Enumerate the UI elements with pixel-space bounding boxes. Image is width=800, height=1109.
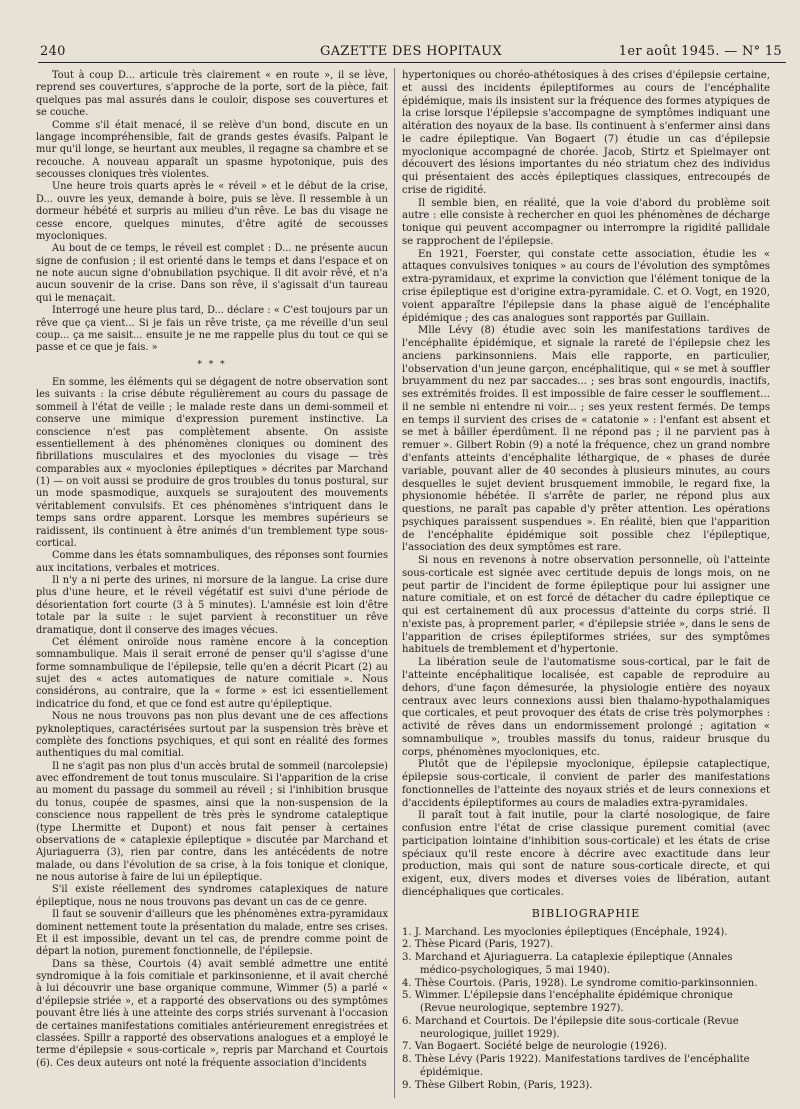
paragraph: hypertoniques ou choréo-athétosiques à des crises d'épilepsie certaine, et aussi des incidents épileptiformes au cours de l'encéphalite épidémique, mais ils insistent sur la fréquence des formes atypiques de la crise lorsque l'épilepsie s'accompagne de symptômes indiquant une altération des noyaux de la base. Ils continuent à s'enfermer ainsi dans le cadre épileptique. Van Bogaert (7) étudie un cas d'épilepsie myoclonique accompagné de chorée. Jacob, Stirtz et Spielmayer ont découvert des lésions importantes du néo striatum chez des individus qui présentaient des accès épileptiques classiques, entrecoupés de crise de rigidité. [402, 70, 770, 196]
bibliography-entry: 6. Marchand et Courtois. De l'épilepsie dite sous-corticale (Revue neurologique, juillet 1929). [402, 1015, 739, 1040]
paragraph: Il n'y a ni perte des urines, ni morsure de la langue. La crise dure plus d'une heure, et le réveil végétatif est suivi d'une période de désorientation fort courte (3 à 5 minutes). L'amnésie est loin d'être totale par la suite : le sujet parvient à reconstituer un rêve dramatique, dont il conserve des images vécues. [36, 575, 388, 636]
paragraph: Tout à coup D... articule très clairement « en route », il se lève, reprend ses couvertures, s'approche de la porte, sort de la pièce, fait quelques pas mal assurés dans le couloir, dispose ses couvertures et se couche. [36, 70, 388, 119]
paragraph: En somme, les éléments qui se dégagent de notre observation sont les suivants : la crise débute régulièrement au cours du passage de sommeil à l'état de veille ; le malade reste dans un demi-sommeil et conserve une mimique d'expression purement instinctive. La conscience n'est pas complètement absente. On assiste essentiellement à des phénomènes cloniques ou dominent des fibrillations musculaires et des myoclonies du visage — très comparables aux « myoclonies épileptiques » décrites par Marchand (1) — on voit aussi se produire de gros troubles du tonus postural, sur un mode spasmodique, auxquels se surajoutent des mouvements véritablement convulsifs. Et ces phénomènes s'intriquent dans le temps sans ordre apparent. Lorsque les membres supérieurs se raidissent, ils continuent à être animés d'un tremblement type sous-cortical. [36, 377, 388, 549]
section-divider: * * * [197, 359, 227, 370]
running-header [40, 44, 782, 64]
paragraph: Plutôt que de l'épilepsie myoclonique, épilepsie cataplectique, épilepsie sous-corticale, il convient de parler des manifestations fonctionnelles de l'atteinte des noyaux striés et de leurs connexions et d'accidents épileptiformes au cours de maladies extra-pyramidales. [402, 759, 770, 809]
column-separator [394, 68, 395, 1098]
paragraph: Interrogé une heure plus tard, D... déclare : « C'est toujours par un rêve que ça vient... Si je fais un rêve triste, ça me réveille d'un seul coup... ça me saisit... ensuite je ne me rappelle plus du tout ce qui se passe et ce que je fais. » [36, 305, 388, 354]
bibliography-title: BIBLIOGRAPHIE [531, 906, 641, 920]
paragraph: Si nous en revenons à notre observation personnelle, où l'atteinte sous-corticale est signée avec certitude depuis de longs mois, on ne peut partir de l'incident de forme épileptique pour lui assigner une nature comitiale, et on est forcé de détacher du cadre épileptique ce qui est certainement dû aux processus d'atteinte du corps strié. Il n'existe pas, à proprement parler, « d'épilepsie striée », dans le sens de l'apparition de crises épileptiformes striées, sur des symptômes habituels de tremblement et d'hypertonie. [402, 555, 770, 656]
bibliography-entry: 7. Van Bogaert. Société belge de neurologie (1926). [402, 1041, 668, 1053]
bibliography-entry: 5. Wimmer. L'épilepsie dans l'encéphalite épidémique chronique (Revue neurologique, septembre 1927). [402, 990, 733, 1015]
right-column [402, 70, 770, 1092]
paragraph: En 1921, Foerster, qui constate cette association, étudie les « attaques convulsives toniques » au cours de l'évolution des symptômes extra-pyramidaux, et exprime la conviction que l'élément tonique de la crise épileptique est d'origine extra-pyramidale. C. et O. Vogt, en 1920, voient apparaître l'épilepsie dans la phase aiguë de l'encéphalite épidémique ; des cas analogues sont rapportés par Guillain. [402, 248, 770, 324]
issue-date: 1er août 1945. — N° 15 [618, 44, 782, 59]
bibliography-entry: 2. Thèse Picard (Paris, 1927). [402, 939, 554, 951]
bibliography-entry: 8. Thèse Lévy (Paris 1922). Manifestations tardives de l'encéphalite épidémique. [402, 1054, 750, 1078]
bibliography-entry: 4. Thèse Courtois. (Paris, 1928). Le syndrome comitio-parkinsonnien. [402, 977, 758, 989]
paragraph: Il paraît tout à fait inutile, pour la clarté nosologique, de faire confusion entre l'état de crise classique purement comitial (avec participation lointaine d'inhibition sous-corticale) et les états de crise spéciaux qu'il reste encore à décrire avec exactitude dans leur production, mais qui sont de nature sous-corticale directe, et qui exigent, eux, divers modes et diverses voies de libération, autant diencéphaliques que corticales. [402, 810, 770, 898]
paragraph: La libération seule de l'automatisme sous-cortical, par le fait de l'atteinte encéphalitique localisée, est capable de reproduire au dehors, d'une façon démesurée, la physiologie entière des noyaux centraux avec leurs connexions aussi bien thalamo-hypothalamiques que corticales, et peut provoquer des états de crise très polymorphes : activité de rêves dans un endormissement prolongé ; agitation « somnambulique », troubles massifs du tonus, raideur brusque du corps, phénomènes myocloniques, etc. [402, 657, 770, 758]
journal-title: GAZETTE DES HOPITAUX [320, 44, 502, 59]
paragraph: Comme dans les états somnambuliques, des réponses sont fournies aux incitations, verbales et motrices. [36, 550, 388, 574]
paragraph: Il semble bien, en réalité, que la voie d'abord du problème soit autre : elle consiste à rechercher en quoi les phénomènes de décharge tonique qui peuvent accompagner ou interrompre la rigidité pallidale se rapprochent de l'épilepsie. [402, 197, 770, 247]
bibliography-entry: 1. J. Marchand. Les myoclonies épileptiques (Encéphale, 1924). [402, 926, 728, 938]
page-number: 240 [40, 44, 66, 59]
bibliography-list [402, 927, 770, 1093]
paragraph: Dans sa thèse, Courtois (4) avait semblé admettre une entité syndromique à la fois comitiale et parkinsonienne, et il avait cherché à lui découvrir une base organique commune, Wimmer (5) a parlé « d'épilepsie striée », et a rapporté des observations ou des symptômes pouvant être liés à une atteinte des corps striés survenant à l'occasion de certaines manifestations comitiales antérieurement enregistrées et classées. Spillr a rapporté des observations analogues et a employé le terme d'épilepsie « sous-corticale », repris par Marchand et Courtois (6). Ces deux auteurs ont noté la fréquente association d'incidents [36, 958, 388, 1069]
bibliography-entry: 9. Thèse Gilbert Robin, (Paris, 1923). [402, 1079, 593, 1091]
header-rule [38, 62, 786, 63]
paragraph: S'il existe réellement des syndromes cataplexiques de nature épileptique, nous ne nous trouvons pas devant un cas de ce genre. [36, 884, 388, 908]
paragraph: Cet élément oniroïde nous ramène encore à la conception somnambulique. Mais il serait erroné de penser qu'il s'agisse d'une forme somnambulique de l'épilepsie, telle qu'en a décrit Picart (2) au sujet des « actes automatiques de nature comitiale ». Nous considérons, au contraire, que la « forme » est ici essentiellement indicatrice du fond, et que ce fond est autre qu'épileptique. [36, 636, 388, 710]
paragraph: Au bout de ce temps, le réveil est complet : D... ne présente aucun signe de confusion ; il est orienté dans le temps et dans l'espace et on ne note aucun signe d'obnubilation psychique. Il dit avoir rêvé, et n'a aucun souvenir de la crise. Dans son rêve, il s'agissait d'un taureau qui le menaçait. [36, 243, 388, 304]
paragraph: Une heure trois quarts après le « réveil » et le début de la crise, D... ouvre les yeux, demande à boire, puis se lève. Il ressemble à un dormeur hébété et surpris au milieu d'un rêve. Le bas du visage ne cesse encore, quelques minutes, d'être agité de secousses myocloniques. [36, 181, 388, 242]
paragraph: Comme s'il était menacé, il se relève d'un bond, discute en un langage incompréhensible, fait de grands gestes évasifs. Palpant le mur qu'il longe, se heurtant aux meubles, il regagne sa chambre et se recouche. A nouveau apparaît un spasme hypotonique, puis des secousses cloniques très violentes. [36, 119, 388, 180]
paragraph: Il faut se souvenir d'ailleurs que les phénomènes extra-pyramidaux dominent nettement toute la présentation du malade, entre ses crises. Et il est impossible, devant un tel cas, de prendre comme point de départ la notion, purement fonctionnelle, de l'épilepsie. [36, 909, 388, 958]
bibliography-entry: 3. Marchand et Ajuriaguerra. La cataplexie épileptique (Annales médico-psychologiques, 5 mai 1940). [402, 952, 733, 976]
left-column [36, 70, 388, 1070]
paragraph: Nous ne nous trouvons pas non plus devant une de ces affections pyknoleptiques, caractérisées surtout par la suspension très brève et complète des fonctions psychiques, et qui sont en réalité des formes authentiques du mal comitial. [36, 711, 388, 760]
paragraph: Il ne s'agit pas non plus d'un accès brutal de sommeil (narcolepsie) avec effondrement de tout tonus musculaire. Si l'apparition de la crise au moment du passage du sommeil au réveil ; si l'inhibition brusque du tonus, coupée de spasmes, ainsi que la non-suspension de la conscience nous rappellent de très près le syndrome cataleptique (type Lhermitte et Dupont) et nous fait penser à certaines observations de « cataplexie épileptique » discutée par Marchand et Ajuriaguerra (3), rien par contre, dans les antécédents de notre malade, ou dans l'évolution de sa crise, à la fois tonique et clonique, ne nous autorise à faire de lui un épileptique. [36, 760, 388, 883]
paragraph: Mlle Lévy (8) étudie avec soin les manifestations tardives de l'encéphalite épidémique, et signale la rareté de l'épilepsie chez les anciens parkinsonniens. Mais elle rapporte, en particulier, l'observation d'un jeune garçon, encéphalitique, qui « se met à souffler bruyamment du nez par saccades... ; ses bras sont engourdis, inactifs, ses extrémités froides. Il est impossible de faire cesser le soufflement... il ne semble ni entendre ni voir... ; ses yeux restent fermés. De temps en temps il survient des crises de « catatonie » : l'enfant est absent et se met à bâiller éperdûment. Il ne répond pas ; il ne parvient pas à remuer ». Gilbert Robin (9) a noté la fréquence, chez un grand nombre d'enfants atteints d'encéphalite léthargique, de « phases de durée variable, pouvant aller de 40 secondes à plusieurs minutes, au cours desquelles le sujet devient brusquement immobile, le regard fixe, la physionomie hébétée. Il s'arrête de parler, ne répond plus aux questions, ne paraît pas capable d'y prêter attention. Les opérations psychiques paraissent suspendues ». En réalité, bien que l'apparition de l'encéphalite épidémique soit possible chez l'épileptique, l'association des deux symptômes est rare. [402, 325, 770, 554]
